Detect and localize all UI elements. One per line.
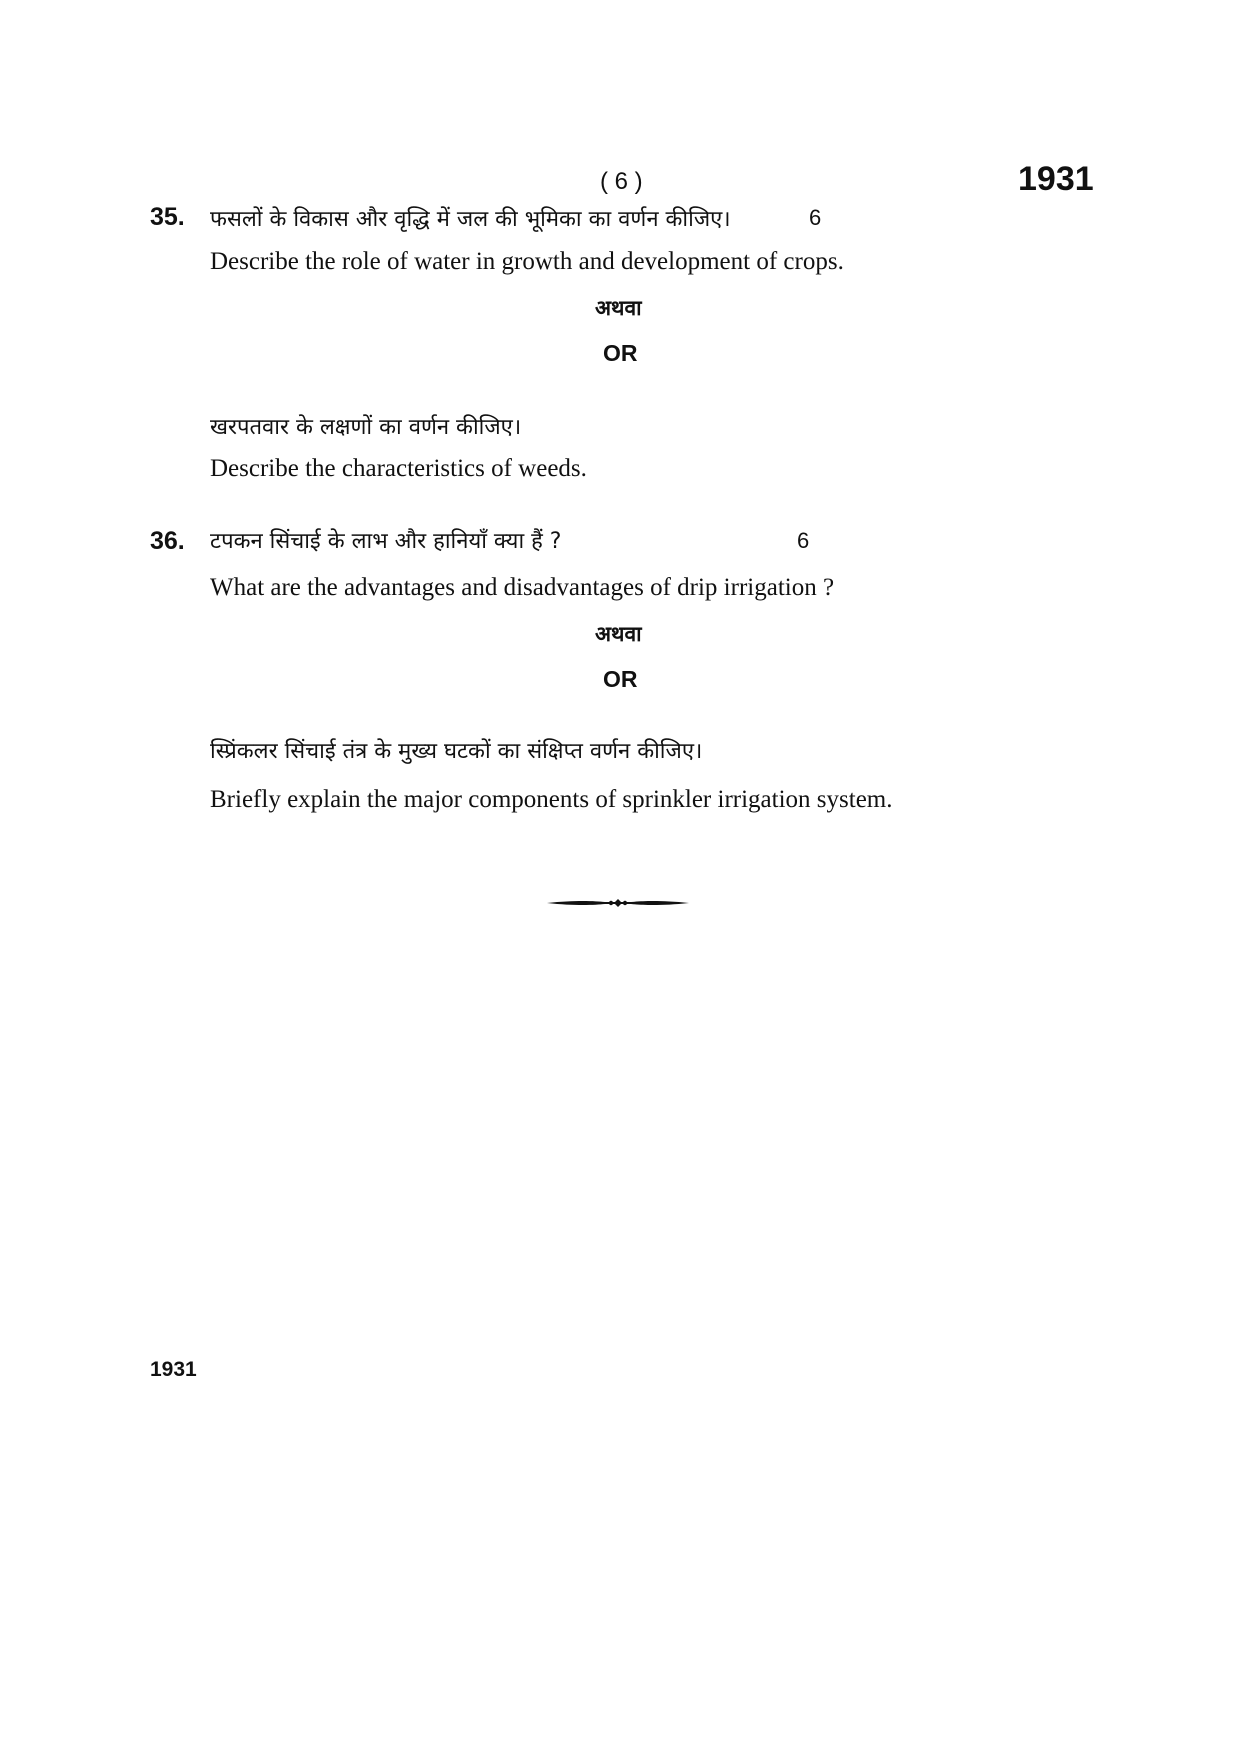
alternative-question-hindi: स्प्रिंकलर सिंचाई तंत्र के मुख्य घटकों का संक्षिप्त वर्णन कीजिए। xyxy=(210,739,703,764)
question-english: Describe the role of water in growth and development of crops. xyxy=(210,248,844,275)
question-marks: 6 xyxy=(797,528,810,553)
question-marks: 6 xyxy=(809,205,822,230)
paper-code-footer: 1931 xyxy=(150,1358,197,1381)
question-number: 36. xyxy=(150,527,185,555)
page-number: ( 6 ) xyxy=(600,168,643,195)
alternative-question-english: Briefly explain the major components of sprinkler irrigation system. xyxy=(210,786,893,813)
question-hindi: टपकन सिंचाई के लाभ और हानियाँ क्या हैं ? xyxy=(210,529,562,554)
question-hindi: फसलों के विकास और वृद्धि में जल की भूमिका का वर्णन कीजिए। xyxy=(210,207,731,232)
alternative-question-hindi: खरपतवार के लक्षणों का वर्णन कीजिए। xyxy=(210,415,522,440)
or-hindi: अथवा xyxy=(595,296,642,320)
question-english: What are the advantages and disadvantages of drip irrigation ? xyxy=(210,574,835,601)
paper-code-header: 1931 xyxy=(1018,160,1094,198)
or-hindi: अथवा xyxy=(595,622,642,646)
end-of-paper-ornament-icon xyxy=(545,896,691,910)
or-english: OR xyxy=(603,340,638,366)
or-english: OR xyxy=(603,666,638,692)
alternative-question-english: Describe the characteristics of weeds. xyxy=(210,455,587,482)
question-number: 35. xyxy=(150,203,185,231)
